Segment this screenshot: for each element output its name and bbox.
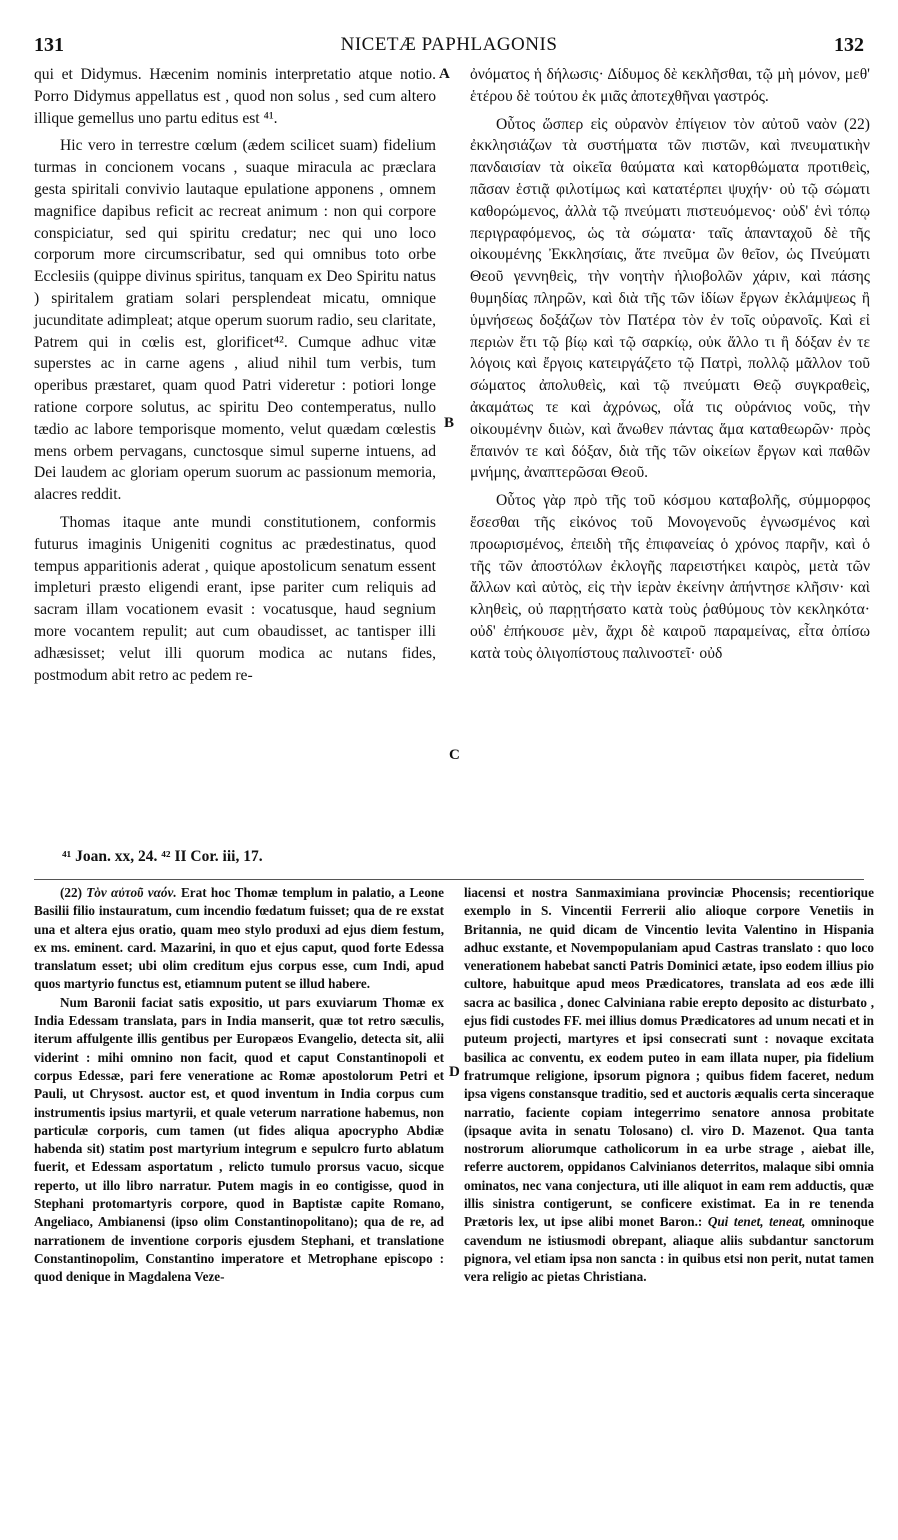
margin-marker-a: A (439, 66, 450, 82)
greek-column (470, 64, 870, 665)
latin-paragraph-1: qui et Didymus. Hæcenim nominis interpretatio atque notio. Porro Didymus appellatus est , quod non solus , sed cum altero illique gemellus uno partu editus est ⁴¹. (34, 66, 436, 127)
note-italic-quote: Qui tenet, teneat, (707, 1214, 806, 1230)
margin-marker-c: C (449, 747, 460, 763)
margin-marker-d: D (449, 1064, 460, 1080)
footnote-divider (34, 879, 864, 880)
latin-column (34, 64, 436, 686)
margin-marker-b: B (444, 415, 455, 431)
greek-paragraph-1: ὀνόματος ἡ δήλωσις· Δίδυμος δὲ κεκλῆσθαι, τῷ μὴ μόνον, μεθ' ἑτέρου δὲ τούτου ἐκ μιᾶς ἀποτεχθῆναι γαστρός. (470, 66, 870, 105)
note-continuation (464, 884, 874, 1287)
greek-paragraph-2: Οὗτος ὥσπερ εἰς οὐρανὸν ἐπίγειον τὸν αὐτοῦ ναὸν (22) ἐκκλησιάζων τὰ συστήματα τῶν πιστῶν, καὶ πνευματικὴν πανδαισίαν τὰ οἰκεῖα θαύματα καὶ κατορθώματα προτιθεὶς, πᾶσαν ἑστιᾷ φιλοτίμως καὶ κατατέρπει ψυχήν· οὐ τῷ σώματι καθορώμενος, ἀλλὰ τῷ πνεύματι πιστευόμενος· οὐδ' ἑνὶ τόπῳ περιγραφόμενος, ὡς τὰ σώματα· ταῖς ἁπανταχοῦ δὲ τῆς οἰκουμένης Ἐκκλησίαις, ἅτε πνεῦμα ὢν θεῖον, ὡς Πνεύματι Θεοῦ γεννηθεὶς, τὴν νοητὴν ἡλιοβολῶν χάριν, καὶ πάσης θυμηδίας πληρῶν, καὶ διὰ τῆς τῶν ἰδίων ἔργων ἐκλάμψεως ἢ ὑμνήσεως δοξάζων τὸν Πατέρα τὸν ἐν τοῖς οὐρανοῖς. Καὶ εἰ περιὼν ἔτι τῷ βίῳ καὶ τῷ σαρκίῳ, οὐκ ἄλλο τι ἢ δόξαν ἐν τε λόγοις καὶ ἔργοις κατειργάζετο τῷ Πατρὶ, πολλῷ μᾶλλον τοῦ σώματος ἀπολυθεὶς, καὶ τῷ πνεύματι Θεῷ συγκραθεὶς, ἀκαμάτως τε καὶ ἀχρόνως, οἷά τις οὐράνιος νοῦς, τὴν οἰκουμένην διιὼν, καὶ ἄνωθεν πάντας ἅμα καταθεωρῶν· πρὸς ἔπαινόν τε καὶ δόξαν, διὰ τῆς τῶν οἰκείων ἔργων καὶ παθῶν μνήμης, ἀναπτερῶσαι Θεοῦ. (470, 115, 870, 482)
greek-paragraph-3: Οὗτος γὰρ πρὸ τῆς τοῦ κόσμου καταβολῆς, σύμμορφος ἔσεσθαι τῆς εἰκόνος τοῦ Μονογενοῦς ἐγνωσμένος καὶ προωρισμένος, ἐπειδὴ τῆς ἐπιφανείας ὁ χρόνος παρῆν, καὶ ὁ τῆς τῶν ἀποστόλων ἐκλογῆς παρειστήκει καιρὸς, μετὰ τῶν ἄλλων καὶ αὐτὸς, εἰς τὴν ἱερὰν ἐκείνην ἀπήντησε κλῆσιν· καὶ κληθεὶς, οὐ παρῃτήσατο κατὰ τοὺς ῥαθύμους τὸν κεκληκότα· οὐδ' ἐπήκουσε μὲν, ἄχρι δὲ καιροῦ παραμείνας, εἶτα ὀπίσω κατὰ τοὺς ὀλιγοπίστους παλινοστεῖ· οὐδ (470, 492, 870, 662)
running-title: NICETÆ PAPHLAGONIS (340, 34, 558, 55)
scripture-footnotes: ⁴¹ Joan. xx, 24. ⁴² II Cor. iii, 17. (62, 848, 263, 865)
note-continuation-end: omninoque cavendum ne istiusmodi obrepant, aliaque aliis subdantur sanctorum pignora, vel etiam ipsa non sancta : in quibus etsi non perit, nutat tamen vera religio ac pietas Christiana. (464, 1214, 874, 1285)
latin-paragraph-2: Hic vero in terrestre cœlum (ædem scilicet suam) fidelium turmas in concionem vocans , suaque miracula ac præclara gesta spiritali convivio lautaque epulatione apponens , omnem magnifice dapibus reficit ac recreat animum : non qui corpore conspiciatur, sed qui spiritu credatur; nec qui uno loco corporum more circumscribatur, sed qui omnibus toto orbe Ecclesiis (quippe divinus spiritus, tanquam ex Deo Spiritu natus ) spiritalem gratiam solari persplendeat micatu, omnique jucunditate adimpleat; atque operum suorum radio, seu claritate, Patrem qui in cœlis est, glorificet⁴². Cumque adhuc vitæ superstes ac in carne agens , aliud nihil tum verbis, tum operibus præstaret, quam quod Patri videretur : potiori longe ratione corpore solutus, ac spiritu Deo contemperatus, nullo tædio ac labore temporisque momento, velut quædam cœlestis mens orbem pervagans, cunctosque simul superne intuens, ad Dei laudem ac gloriam operum suorum ac passionum memoria, alacres reddit. (34, 137, 436, 504)
note-22-text: Erat hoc Thomæ templum in palatio, a Leone Basilii filio instauratum, cum incendio fœdatum fuisset; qua de re exstat una et altera ejus oratio, quam meo stylo produxi ad ejus diem festum, ex ms. eminent. card. Mazarini, in quo et ejus caput, quod forte Edessa translatum esset; ubi olim creditum ejus corpus esse, cum Indi, apud quos martyrio functus est, etiamnum putent se illud habere. (34, 885, 444, 992)
note-label: (22) (60, 885, 87, 900)
note-greek-lemma: Τὸν αὐτοῦ ναόν. (86, 885, 177, 900)
notes-column-right (464, 884, 874, 1287)
notes-column-left (34, 884, 444, 1287)
note-paragraph-2: Num Baronii faciat satis expositio, ut pars exuviarum Thomæ ex India Edessam translata, pars in India manserit, quæ tot retro sæculis, iterum affulgente illis gentibus per Europæos Evangelio, detecta sit, alii viderint : mihi omnino non facit, quod et caput Constantinopoli et corpus Edessæ, pari fere veneratione ac Romæ apostolorum Petri et Pauli, ut Chrysost. auctor est, et quod inventum in India corpus cum instrumentis ipsius martyrii, et quale veterum narratione habemus, non particulæ corporis, cum tamen (ut fides aliqua apocrypho Abdiæ habenda sit) statim post martyrium integrum e sepulcro furto ablatum fuerit, et Edessam asportatum , relicto tumulo prorsus vacuo, sicque reperto, ut illo libro narratur. Putem magis in eo contigisse, quod in Stephani protomartyris corpore, quod in Baptistæ capite Romano, Angeliaco, Ambianensi (ipso olim Constantinopolitano); qua de re, ad narrationem de inventione corporis ejusdem Stephani, et translatione Constantinopolim, Constantino imperatore et Metrophane episcopo : quod denique in Magdalena Veze- (34, 994, 444, 1285)
latin-paragraph-3: Thomas itaque ante mundi constitutionem, conformis futurus imaginis Unigeniti cognitus ac prædestinatus, quod tempus apparitionis aderat , quique apostolicum senatum essent impleturi præsto eligendi erant, ipse pariter cum reliquis ad sacram illam vocationem evasit : vocatusque, haud segnium more vocantem repulit; aut cum obaudisset, ac tantisper illi adhæsisset; velut illi quorum modica ac nutans fides, postmodum abit retro ac pedem re- (34, 513, 436, 684)
page-number-right: 132 (834, 34, 864, 56)
note-22 (34, 884, 444, 994)
page-header (0, 34, 898, 60)
note-continuation-text: liacensi et nostra Sanmaximiana provinciæ Phocensis; recentiorique exemplo in S. Vincentii Ferrerii alio alioque corpore Venetiis in Britannia, ne quid dicam de Vincentio levita Valentino in Hispania adhuc exstante, et Novempopulaniam apud Castras translato : quo loco venerationem habebat sancti Patris Dominici ætate, ipso eodem illius pio cultore, habuitque apud meos Prædicatores, translata ad eos æde illi sacra ac basilica , donec Calviniana rabie erepto deposito ac disturbato , ejus fidi custodes FF. mei illius domus Prædicatores ad unum necati et in puteum projecti, martyres et ipsi consecrati sunt : novaque excitata basilica ac conventu, ex eodem puteo in eam illata nuper, pia fidelium fratrumque religione, ipsorum pignora ; quibus fidem faceret, nedum ipsa vigens constansque traditio, sed et auctoris æqualis certa sinceraque narratio, faciente copiam integerrimo senatore annosa probitate (ipsaque avita in senatu Tolosano) cl. viro D. Mazenot. Qua tanta nostrorum aliorumque catholicorum in ea urbe strage , aiebat ille, referre auctorem, oppidanos Calvinianos deterritos, malaque sibi omnia ominatos, nec vana conjectura, uti ille aliquot in eam rem adductis, quæ illis sinistra contigerunt, se conficere existimat. Ea in re tenenda Prætoris lex, ut ipse alibi monet Baron.: (464, 885, 874, 1230)
page-number-left: 131 (34, 34, 64, 56)
